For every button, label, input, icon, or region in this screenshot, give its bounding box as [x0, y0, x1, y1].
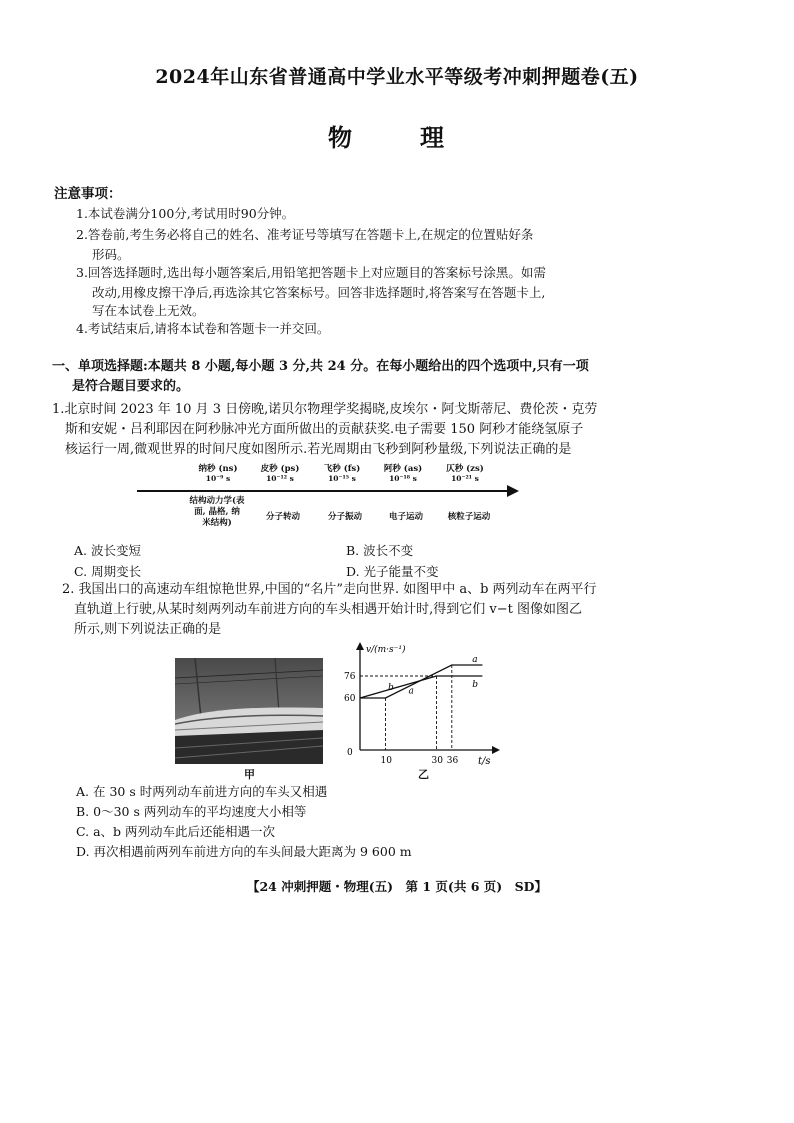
x-tick-label: 36 — [446, 756, 459, 766]
q1-option-a: A. 波长变短 — [74, 543, 141, 558]
process-line: 面, 晶格, 纳 — [194, 507, 240, 517]
q1-option-c: C. 周期变长 — [74, 564, 142, 579]
q2-option-a: A. 在 30 s 时两列动车前进方向的车头又相遇 — [76, 784, 328, 799]
question-line: 斯和安妮・吕利耶因在阿秒脉冲光方面所做出的贡献获奖.电子需要 150 阿秒才能绕氢原子 — [65, 422, 584, 437]
notice-item: 写在本试卷上无效。 — [92, 303, 205, 318]
series-label-b: b — [472, 680, 478, 690]
scale-value: 10⁻¹⁵ s — [328, 474, 356, 483]
question-line: 核运行一周,微观世界的时间尺度如图所示.若光周期由飞秒到阿秒量级,下列说法正确的是 — [65, 442, 572, 457]
notice-item: 2.答卷前,考生务必将自己的姓名、准考证号等填写在答题卡上,在规定的位置贴好条 — [76, 227, 534, 242]
y-tick-label: 76 — [344, 672, 356, 682]
q2-option-c: C. a、b 两列动车此后还能相遇一次 — [76, 824, 275, 839]
scale-process-fs: 分子振动 — [327, 512, 362, 522]
scale-name: 飞秒 (fs) — [323, 464, 361, 474]
x-tick-label: 10 — [380, 756, 392, 766]
series-label-a: a — [408, 686, 414, 697]
question-2-stem — [62, 580, 610, 640]
vt-chart — [342, 638, 502, 778]
y-axis-arrow — [356, 642, 364, 650]
x-tick-label: 30 — [431, 756, 443, 766]
scale-process-as: 电子运动 — [388, 512, 423, 522]
train-photo-image — [175, 658, 323, 764]
scale-item-ns — [193, 462, 243, 483]
question-line: 所示,则下列说法正确的是 — [74, 622, 222, 637]
scale-value: 10⁻⁹ s — [205, 474, 231, 483]
notice-heading: 注意事项： — [54, 186, 122, 202]
question-line: 1.北京时间 2023 年 10 月 3 日傍晚,诺贝尔物理学奖揭晓,皮埃尔・阿戈斯蒂尼、费伦茨・克劳 — [52, 402, 598, 417]
scale-process-ps: 分子转动 — [265, 512, 300, 522]
scale-name: 阿秒 (as) — [383, 464, 423, 474]
scale-value: 10⁻²¹ s — [451, 474, 479, 483]
question-line: 直轨道上行驶,从某时刻两列动车前进方向的车头相遇开始计时,得到它们 v−t 图像如图乙 — [74, 602, 582, 617]
exam-title: 2024年山东省普通高中学业水平等级考冲刺押题卷(五) — [155, 66, 639, 88]
scale-item-zs — [440, 462, 490, 483]
scale-name: 仄秒 (zs) — [446, 464, 484, 474]
series-line-b — [360, 676, 482, 698]
train-photo — [175, 658, 323, 764]
scale-value: 10⁻¹² s — [266, 474, 294, 483]
notice-item: 1.本试卷满分100分,考试用时90分钟。 — [76, 206, 295, 221]
question-line: 2. 我国出口的高速动车组惊艳世界,中国的“名片”走向世界. 如图甲中 a、b 两列动车在两平行 — [62, 582, 597, 597]
y-axis-label: v/(m·s⁻¹) — [366, 645, 406, 655]
series-label-b: b — [388, 683, 394, 693]
process-line: 结构动力学(表 — [189, 496, 245, 506]
subject-title: 物 理 — [328, 123, 466, 152]
scale-item-as — [378, 462, 428, 483]
x-axis-arrow — [492, 746, 500, 754]
x-axis-label: t/s — [478, 756, 491, 767]
q1-option-d: D. 光子能量不变 — [346, 564, 439, 579]
process-line: 米结构) — [202, 518, 232, 528]
notice-item: 形码。 — [92, 247, 130, 262]
q2-option-b: B. 0～30 s 两列动车的平均速度大小相等 — [76, 804, 307, 819]
q2-option-d: D. 再次相遇前两列车前进方向的车头间最大距离为 9 600 m — [76, 844, 412, 859]
scale-item-ps — [255, 462, 305, 483]
section-heading-line: 是符合题目要求的。 — [72, 379, 190, 394]
series-label-a: a — [472, 655, 478, 665]
scale-process-zs: 核粒子运动 — [447, 512, 491, 522]
scale-value: 10⁻¹⁸ s — [389, 474, 417, 483]
photo-caption: 甲 — [244, 768, 255, 781]
scale-name: 皮秒 (ps) — [260, 464, 300, 474]
question-1-stem — [52, 400, 612, 460]
page-footer: 【24 冲刺押题・物理(五) 第 1 页(共 6 页) SD】 — [246, 879, 548, 894]
origin-label: 0 — [347, 748, 353, 758]
y-tick-label: 60 — [344, 694, 356, 704]
scale-process-ns — [179, 496, 255, 529]
notice-item: 4.考试结束后,请将本试卷和答题卡一并交回。 — [76, 321, 330, 336]
notice-item: 3.回答选择题时,选出每小题答案后,用铅笔把答题卡上对应题目的答案标号涂黑。如需 — [76, 265, 546, 280]
notice-item: 改动,用橡皮擦干净后,再选涂其它答案标号。回答非选择题时,将答案写在答题卡上, — [92, 285, 546, 300]
time-scale-figure — [135, 462, 525, 532]
scale-name: 纳秒 (ns) — [198, 464, 238, 474]
chart-caption: 乙 — [418, 768, 429, 781]
scale-item-fs — [317, 462, 367, 483]
section-heading-line: 一、单项选择题:本题共 8 小题,每小题 3 分,共 24 分。在每小题给出的四个选项中,只有一项 — [52, 359, 589, 374]
section-heading — [52, 357, 612, 397]
q1-option-b: B. 波长不变 — [346, 543, 414, 558]
